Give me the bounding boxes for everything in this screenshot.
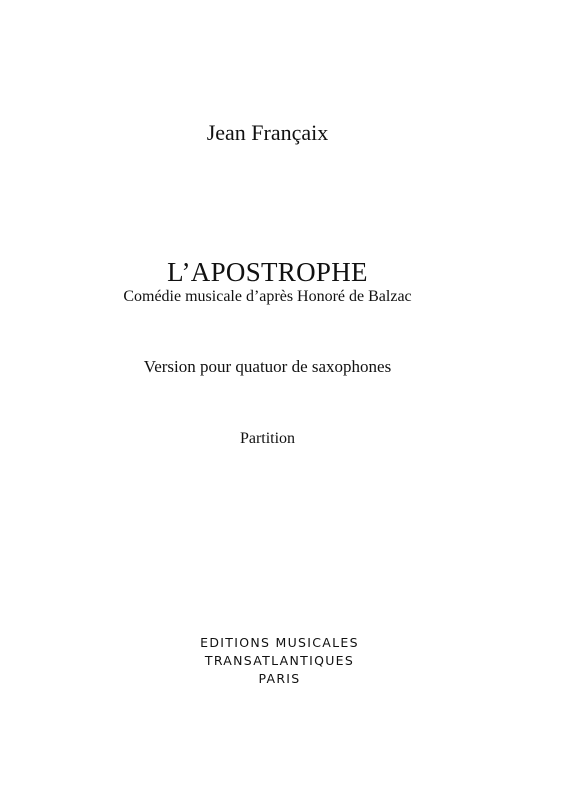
composer-name: Jean Françaix bbox=[206, 120, 329, 145]
arrangement-version: Version pour quatuor de saxophones bbox=[143, 357, 392, 376]
publisher-line-1: EDITIONS MUSICALES bbox=[200, 635, 359, 650]
score-format: Partition bbox=[239, 430, 296, 447]
publisher-city: PARIS bbox=[258, 671, 301, 686]
publisher-block bbox=[0, 634, 565, 688]
publisher-line-2: TRANSATLANTIQUES bbox=[204, 653, 355, 668]
work-subtitle: Comédie musicale d’après Honoré de Balzac bbox=[123, 288, 412, 305]
work-title: L’APOSTROPHE bbox=[167, 257, 368, 287]
